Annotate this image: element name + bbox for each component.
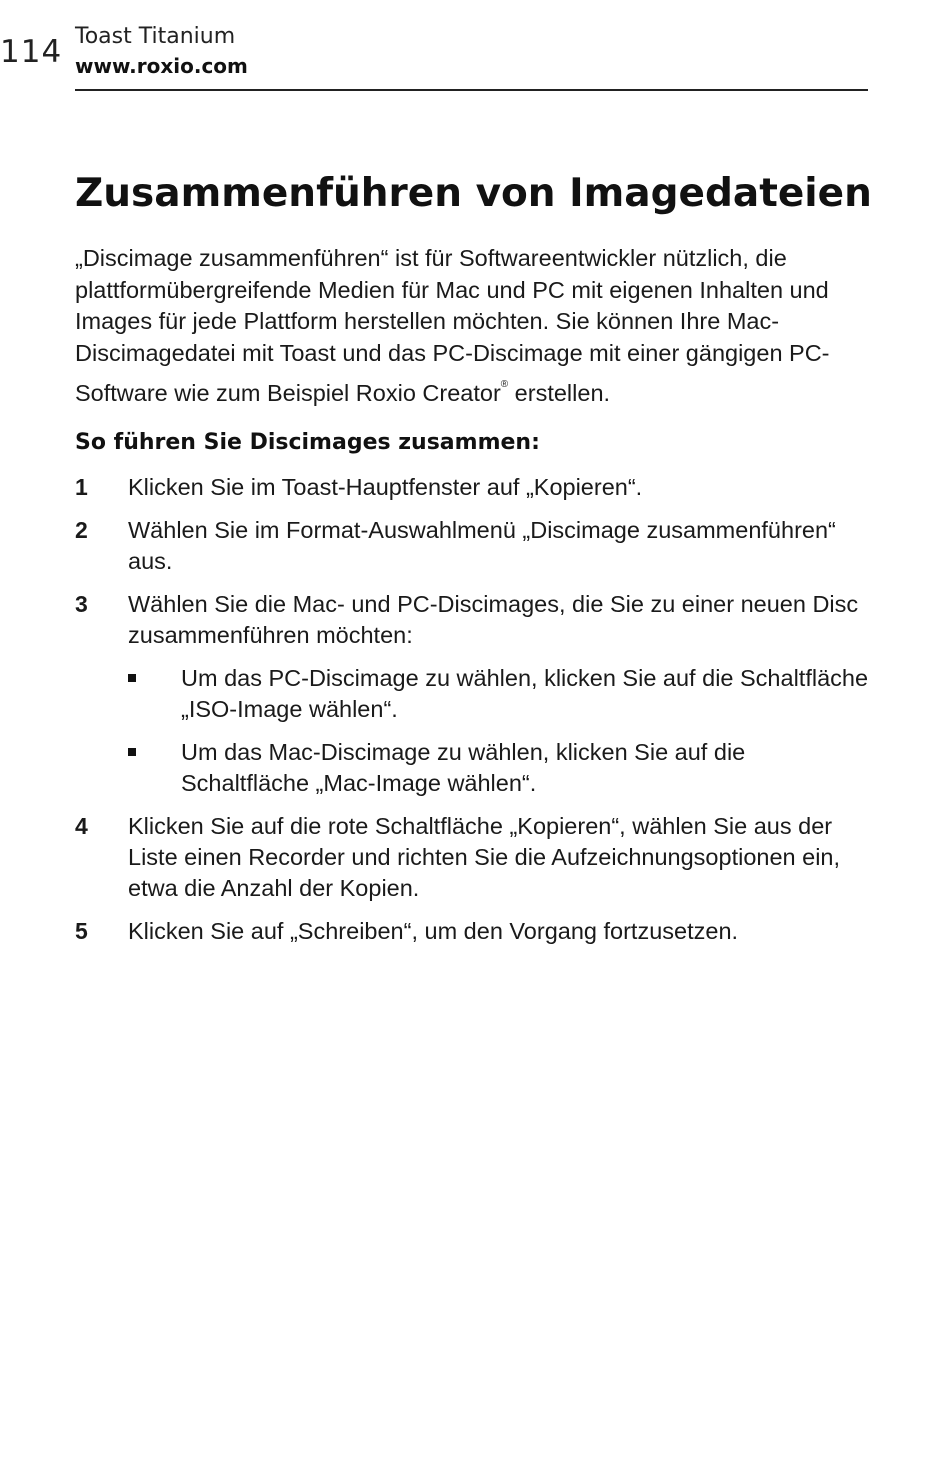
step-number: 2 [75,517,88,543]
intro-text: „Discimage zusammenführen“ ist für Softwareentwickler nützlich, die plattformübergreifende Medien für Mac und PC mit eigenen Inhalten und Images für jede Plattform herstellen möchten. Sie können Ihre Mac-Discimagedatei mit Toast und das PC-Discimage mit einer gängigen PC-Software wie zum Beispiel Roxio Creator [75,245,830,406]
step-text: Klicken Sie auf die rote Schaltfläche „Kopieren“, wählen Sie aus der Liste einen Recorder und richten Sie die Aufzeichnungsoptionen ein, etwa die Anzahl der Kopien. [128,813,841,901]
step-item [75,811,875,904]
step-number: 5 [75,918,88,944]
bullet-item [128,737,875,799]
bullet-item [128,663,875,725]
page-number: 114 [0,34,63,70]
section-title: Zusammenführen von Imagedateien [75,171,872,216]
step-number: 4 [75,813,88,839]
step-item [75,515,875,577]
step-item [75,472,875,503]
bullet-text: Um das Mac-Discimage zu wählen, klicken Sie auf die Schaltfläche „Mac-Image wählen“. [181,739,746,796]
step-text: Klicken Sie im Toast-Hauptfenster auf „Kopieren“. [128,474,643,500]
intro-paragraph [75,243,875,410]
procedure-heading: So führen Sie Discimages zusammen: [75,430,540,455]
step-number: 1 [75,474,88,500]
step-3-bullet-list [128,663,875,799]
header-url: www.roxio.com [75,54,248,78]
header-title: Toast Titanium [75,24,236,49]
step-number: 3 [75,591,88,617]
square-bullet-icon [128,674,136,682]
header-divider [75,89,868,91]
step-item [75,589,875,799]
step-text: Wählen Sie die Mac- und PC-Discimages, die Sie zu einer neuen Disc zusammenführen möchten: [128,591,859,648]
square-bullet-icon [128,748,136,756]
steps-list [75,472,875,959]
step-item [75,916,875,947]
intro-text-end: erstellen. [508,380,611,406]
step-text: Klicken Sie auf „Schreiben“, um den Vorgang fortzusetzen. [128,918,739,944]
running-header [75,22,868,80]
step-text: Wählen Sie im Format-Auswahlmenü „Discimage zusammenführen“ aus. [128,517,836,574]
bullet-text: Um das PC-Discimage zu wählen, klicken Sie auf die Schaltfläche „ISO-Image wählen“. [181,665,869,722]
registered-mark: ® [500,379,509,390]
